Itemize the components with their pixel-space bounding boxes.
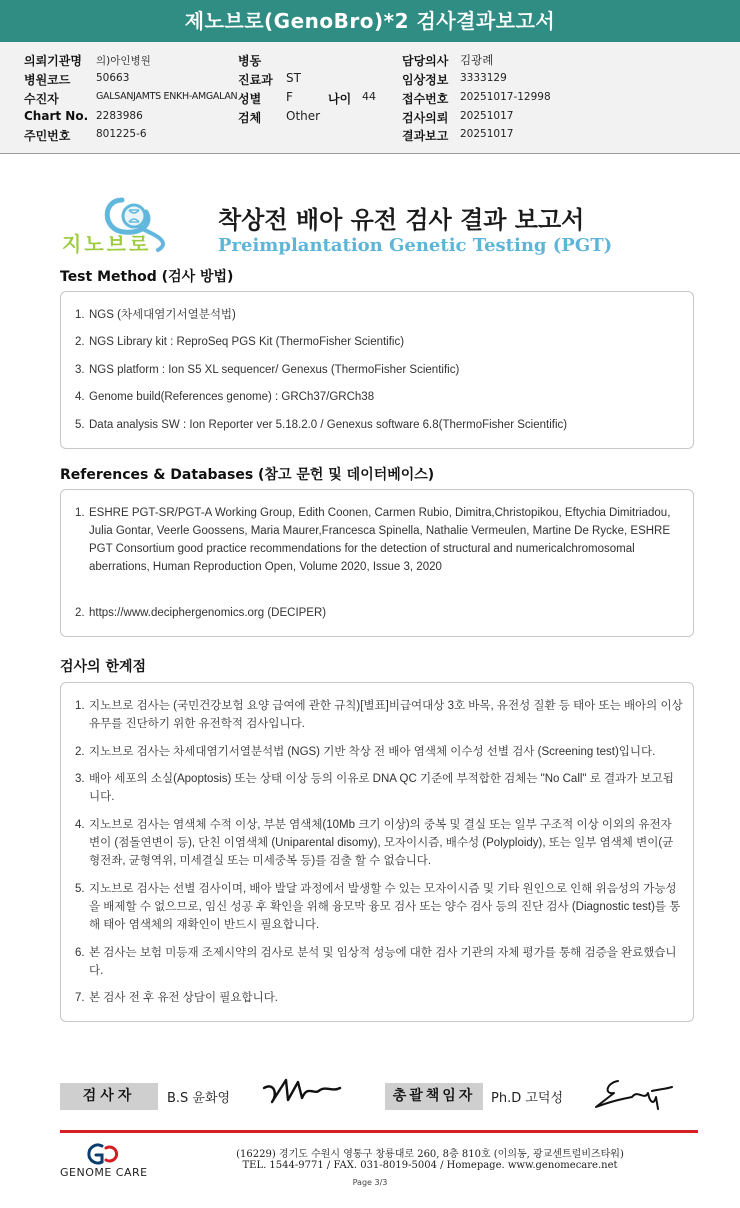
section-title-limitations: 검사의 한계점 [60, 659, 147, 675]
value-result-report: 20251017 [460, 128, 514, 140]
value-department: ST [286, 71, 301, 85]
section-title-test-method: Test Method (검사 방법) [60, 269, 234, 285]
director-name: Ph.D 고덕성 [491, 1091, 564, 1106]
test-method-box [60, 291, 694, 449]
list-item: 5. Data analysis SW : Ion Reporter ver 5.18.2.0 / Genexus software 6.8(ThermoFisher Scientific) [75, 419, 568, 431]
patient-info-panel [0, 42, 740, 154]
footer-company-name: GENOME CARE [60, 1166, 148, 1179]
value-specimen: Other [286, 109, 321, 123]
label-receipt-number: 접수번호 [402, 92, 449, 106]
report-header-title: 제노브로(GenoBro)*2 검사결과보고서 [0, 0, 740, 42]
list-item: 2. https://www.deciphergenomics.org (DECIPER) [75, 607, 327, 619]
label-sex: 성별 [238, 92, 262, 106]
value-requesting-institution: 의)아인병원 [96, 55, 151, 67]
value-chart-no: 2283986 [96, 110, 143, 122]
footer-address: (16229) 경기도 수원시 영통구 창룡대로 260, 8층 810호 (이의동, 광교센트럴비즈타워) [236, 1149, 624, 1160]
list-item: 3. 배아 세포의 소실(Apoptosis) 또는 상태 이상 등의 이유로 DNA QC 기준에 부적합한 검체는 "No Call" 로 결과가 보고됩니다. [75, 773, 674, 803]
report-title-korean: 착상전 배아 유전 검사 결과 보고서 [218, 206, 585, 234]
list-item: 1. 지노브로 검사는 (국민건강보험 요양 급여에 관한 규칙)[별표]비급여대상 3호 바목, 유전성 질환 등 태아 또는 배아의 이상 유무를 진단하기 위한 유전학적 검사입니다. [75, 700, 683, 730]
genome-care-logo-icon [84, 1142, 124, 1166]
list-item: 4. Genome build(References genome) : GRCh37/GRCh38 [75, 391, 375, 403]
label-requesting-institution: 의뢰기관명 [24, 54, 82, 68]
list-item: 6. 본 검사는 보험 미등재 조제시약의 검사로 분석 및 임상적 성능에 대한 검사 기관의 자체 평가를 통해 검증을 완료했습니다. [75, 947, 677, 977]
value-patient-name: GALSANJAMTS ENKH-AMGALAN [96, 91, 238, 102]
limitations-box [60, 682, 694, 1022]
list-item: 4. 지노브로 검사는 염색체 수적 이상, 부분 염색체(10Mb 크기 이상)의 중복 및 결실 또는 일부 구조적 이상 이외의 유전자 변이 (점돌연변이 등), 단친 이염색체 (Uniparental disomy), 모자이시즘, 배수성 (Polyploidy), 또는 일부 염색체 변이(균형전좌, 균형역위, 미세결실 또는 미세중복 등)를 검출 할 수 없습니다. [75, 819, 674, 867]
list-item: 1. ESHRE PGT-SR/PGT-A Working Group, Edith Coonen, Carmen Rubio, Dimitra,Christopikou, Eftychia Dimitriadou, Julia Gontar, Veerle Goossens, Maria Maurer,Francesca Spinella, Nathalie Vermeulen, Martine De Rycke, ESHRE PGT Consortium good practice recommendations for the detection of structural and numericalchromosomal aberrations, Human Reproduction Open, Volume 2020, Issue 3, 2020 [75, 507, 671, 573]
value-doctor: 김광례 [460, 53, 494, 67]
value-receipt-number: 20251017-12998 [460, 91, 551, 103]
value-resident-number: 801225-6 [96, 128, 147, 140]
label-ward: 병동 [238, 54, 262, 68]
value-hospital-code: 50663 [96, 72, 130, 84]
logo-wordmark: 지노브로 [62, 232, 152, 256]
label-resident-number: 주민번호 [24, 129, 71, 143]
list-item: 3. NGS platform : Ion S5 XL sequencer/ Genexus (ThermoFisher Scientific) [75, 364, 460, 376]
examiner-name: B.S 윤화영 [167, 1091, 231, 1106]
page-number: Page 3/3 [352, 1178, 388, 1187]
list-item: 2. NGS Library kit : ReproSeq PGS Kit (ThermoFisher Scientific) [75, 336, 405, 348]
list-item: 7. 본 검사 전 후 유전 상담이 필요합니다. [75, 992, 278, 1004]
label-chart-no: Chart No. [24, 109, 89, 123]
label-department: 진료과 [238, 73, 273, 87]
label-result-report: 결과보고 [402, 129, 449, 143]
references-box [60, 489, 694, 637]
report-title-english: Preimplantation Genetic Testing (PGT) [218, 235, 613, 256]
footer-contact: TEL. 1544-9771 / FAX. 031-8019-5004 / Homepage. www.genomecare.net [242, 1160, 618, 1171]
label-age: 나이 [328, 92, 352, 106]
label-patient-name: 수진자 [24, 92, 59, 106]
footer-divider [60, 1130, 698, 1133]
list-item: 5. 지노브로 검사는 선별 검사이며, 배아 발달 과정에서 발생할 수 있는 모자이시즘 및 기타 원인으로 인해 위음성의 가능성을 배제할 수 없으므로, 임신 성공 후 확인을 위해 융모막 융모 검사 또는 양수 검사 등의 진단 검사 (Diagnostic test)를 통해 태아 염색체의 재확인이 반드시 필요합니다. [75, 883, 681, 931]
director-label: 총괄책임자 [385, 1083, 483, 1110]
examiner-signature [262, 1074, 344, 1108]
list-item: 2. 지노브로 검사는 차세대염기서열분석법 (NGS) 기반 착상 전 배아 염색체 이수성 선별 검사 (Screening test)입니다. [75, 746, 656, 758]
list-item: 1. NGS (차세대염기서열분석법) [75, 309, 236, 321]
section-title-references: References & Databases (참고 문헌 및 데이터베이스) [60, 467, 435, 483]
value-sex: F [286, 90, 293, 104]
label-hospital-code: 병원코드 [24, 73, 71, 87]
director-signature [592, 1075, 674, 1111]
value-clinical-info: 3333129 [460, 72, 507, 84]
value-test-request: 20251017 [460, 110, 514, 122]
genobro-logo [62, 190, 182, 260]
label-test-request: 검사의뢰 [402, 111, 449, 125]
label-specimen: 검체 [238, 111, 262, 125]
label-doctor: 담당의사 [402, 54, 449, 68]
value-age: 44 [362, 90, 376, 103]
label-clinical-info: 임상정보 [402, 73, 449, 87]
examiner-label: 검사자 [60, 1083, 158, 1110]
